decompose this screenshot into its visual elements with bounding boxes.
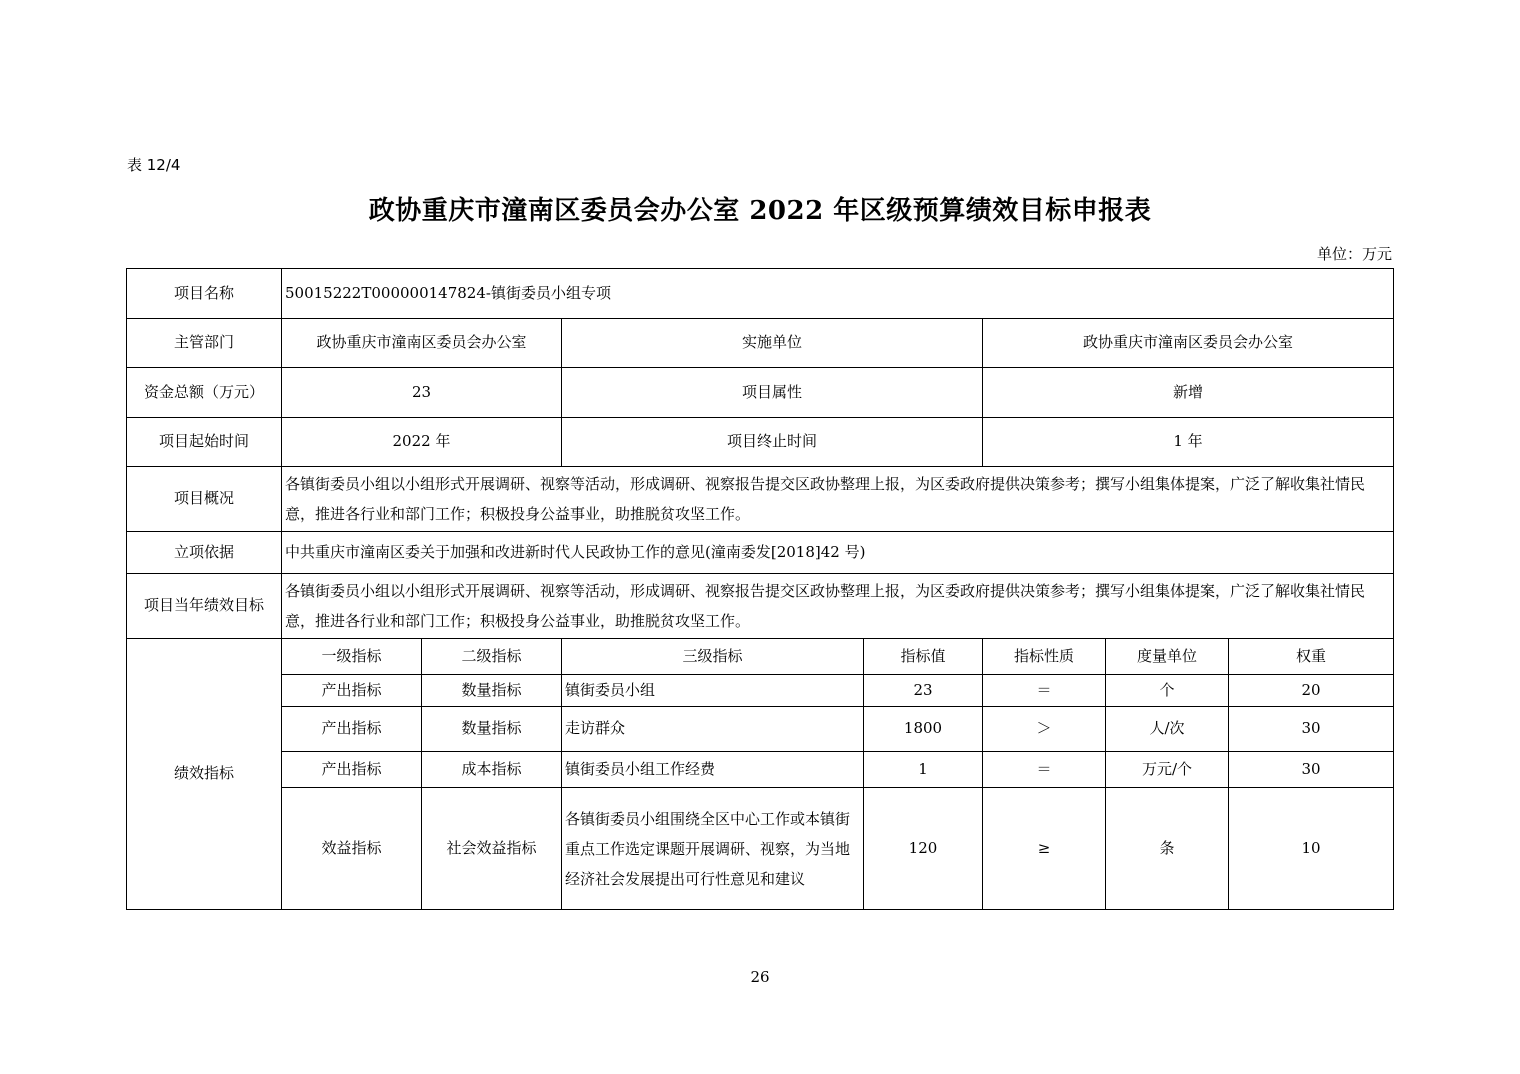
department-label: 主管部门 [127, 319, 282, 368]
annual-goal-value: 各镇街委员小组以小组形式开展调研、视察等活动，形成调研、视察报告提交区政协整理上报，为区委政府提供决策参考；撰写小组集体提案，广泛了解收集社情民意，推进各行业和部门工作；积极投身公益事业，助推脱贫攻坚工作。 [282, 574, 1394, 639]
basis-label: 立项依据 [127, 532, 282, 574]
level3-cell: 走访群众 [562, 707, 864, 752]
implementing-unit-value: 政协重庆市潼南区委员会办公室 [983, 319, 1394, 368]
unit-label: 单位：万元 [1316, 245, 1392, 263]
level3-cell: 镇街委员小组 [562, 675, 864, 707]
header-weight: 权重 [1229, 639, 1394, 675]
overview-value: 各镇街委员小组以小组形式开展调研、视察等活动，形成调研、视察报告提交区政协整理上报，为区委政府提供决策参考；撰写小组集体提案，广泛了解收集社情民意，推进各行业和部门工作；积极投身公益事业，助推脱贫攻坚工作。 [282, 467, 1394, 532]
page-title: 政协重庆市潼南区委员会办公室 2022 年区级预算绩效目标申报表 [368, 196, 1152, 226]
unit-cell: 人/次 [1106, 707, 1229, 752]
indicators-section-label: 绩效指标 [127, 639, 282, 910]
level2-cell: 数量指标 [422, 675, 562, 707]
value-cell: 120 [864, 788, 983, 910]
table-row [127, 707, 1394, 752]
page-number: 26 [750, 968, 770, 986]
weight-cell: 10 [1229, 788, 1394, 910]
header-level1: 一级指标 [282, 639, 422, 675]
unit-cell: 万元/个 [1106, 752, 1229, 788]
value-cell: 23 [864, 675, 983, 707]
unit-cell: 个 [1106, 675, 1229, 707]
value-cell: 1 [864, 752, 983, 788]
table-id: 表 12/4 [127, 156, 181, 174]
nature-cell: ＝ [983, 675, 1106, 707]
level3-cell: 各镇街委员小组围绕全区中心工作或本镇街重点工作选定课题开展调研、视察，为当地经济社会发展提出可行性意见和建议 [562, 788, 864, 910]
row-fund [127, 368, 1394, 418]
nature-cell: ＝ [983, 752, 1106, 788]
project-name-value: 50015222T000000147824-镇街委员小组专项 [282, 269, 1394, 319]
level2-cell: 社会效益指标 [422, 788, 562, 910]
project-attribute-value: 新增 [983, 368, 1394, 418]
unit-cell: 条 [1106, 788, 1229, 910]
overview-label: 项目概况 [127, 467, 282, 532]
basis-value: 中共重庆市潼南区委关于加强和改进新时代人民政协工作的意见(潼南委发[2018]42 号) [282, 532, 1394, 574]
level1-cell: 产出指标 [282, 707, 422, 752]
row-department [127, 319, 1394, 368]
header-value: 指标值 [864, 639, 983, 675]
nature-cell: ＞ [983, 707, 1106, 752]
row-annual-goal [127, 574, 1394, 639]
level1-cell: 产出指标 [282, 675, 422, 707]
level1-cell: 效益指标 [282, 788, 422, 910]
weight-cell: 30 [1229, 707, 1394, 752]
implementing-unit-label: 实施单位 [562, 319, 983, 368]
level2-cell: 数量指标 [422, 707, 562, 752]
project-name-label: 项目名称 [127, 269, 282, 319]
row-basis [127, 532, 1394, 574]
fund-total-label: 资金总额（万元） [127, 368, 282, 418]
annual-goal-label: 项目当年绩效目标 [127, 574, 282, 639]
row-overview [127, 467, 1394, 532]
nature-cell: ≥ [983, 788, 1106, 910]
weight-cell: 20 [1229, 675, 1394, 707]
fund-total-value: 23 [282, 368, 562, 418]
project-attribute-label: 项目属性 [562, 368, 983, 418]
weight-cell: 30 [1229, 752, 1394, 788]
level3-cell: 镇街委员小组工作经费 [562, 752, 864, 788]
header-nature: 指标性质 [983, 639, 1106, 675]
start-time-value: 2022 年 [282, 418, 562, 467]
level2-cell: 成本指标 [422, 752, 562, 788]
end-time-label: 项目终止时间 [562, 418, 983, 467]
level1-cell: 产出指标 [282, 752, 422, 788]
header-unit: 度量单位 [1106, 639, 1229, 675]
end-time-value: 1 年 [983, 418, 1394, 467]
budget-performance-table [126, 268, 1394, 910]
department-value: 政协重庆市潼南区委员会办公室 [282, 319, 562, 368]
row-project-name [127, 269, 1394, 319]
value-cell: 1800 [864, 707, 983, 752]
header-level2: 二级指标 [422, 639, 562, 675]
start-time-label: 项目起始时间 [127, 418, 282, 467]
indicator-header-row [127, 639, 1394, 675]
table-row [127, 752, 1394, 788]
row-period [127, 418, 1394, 467]
table-row [127, 788, 1394, 910]
header-level3: 三级指标 [562, 639, 864, 675]
table-row [127, 675, 1394, 707]
